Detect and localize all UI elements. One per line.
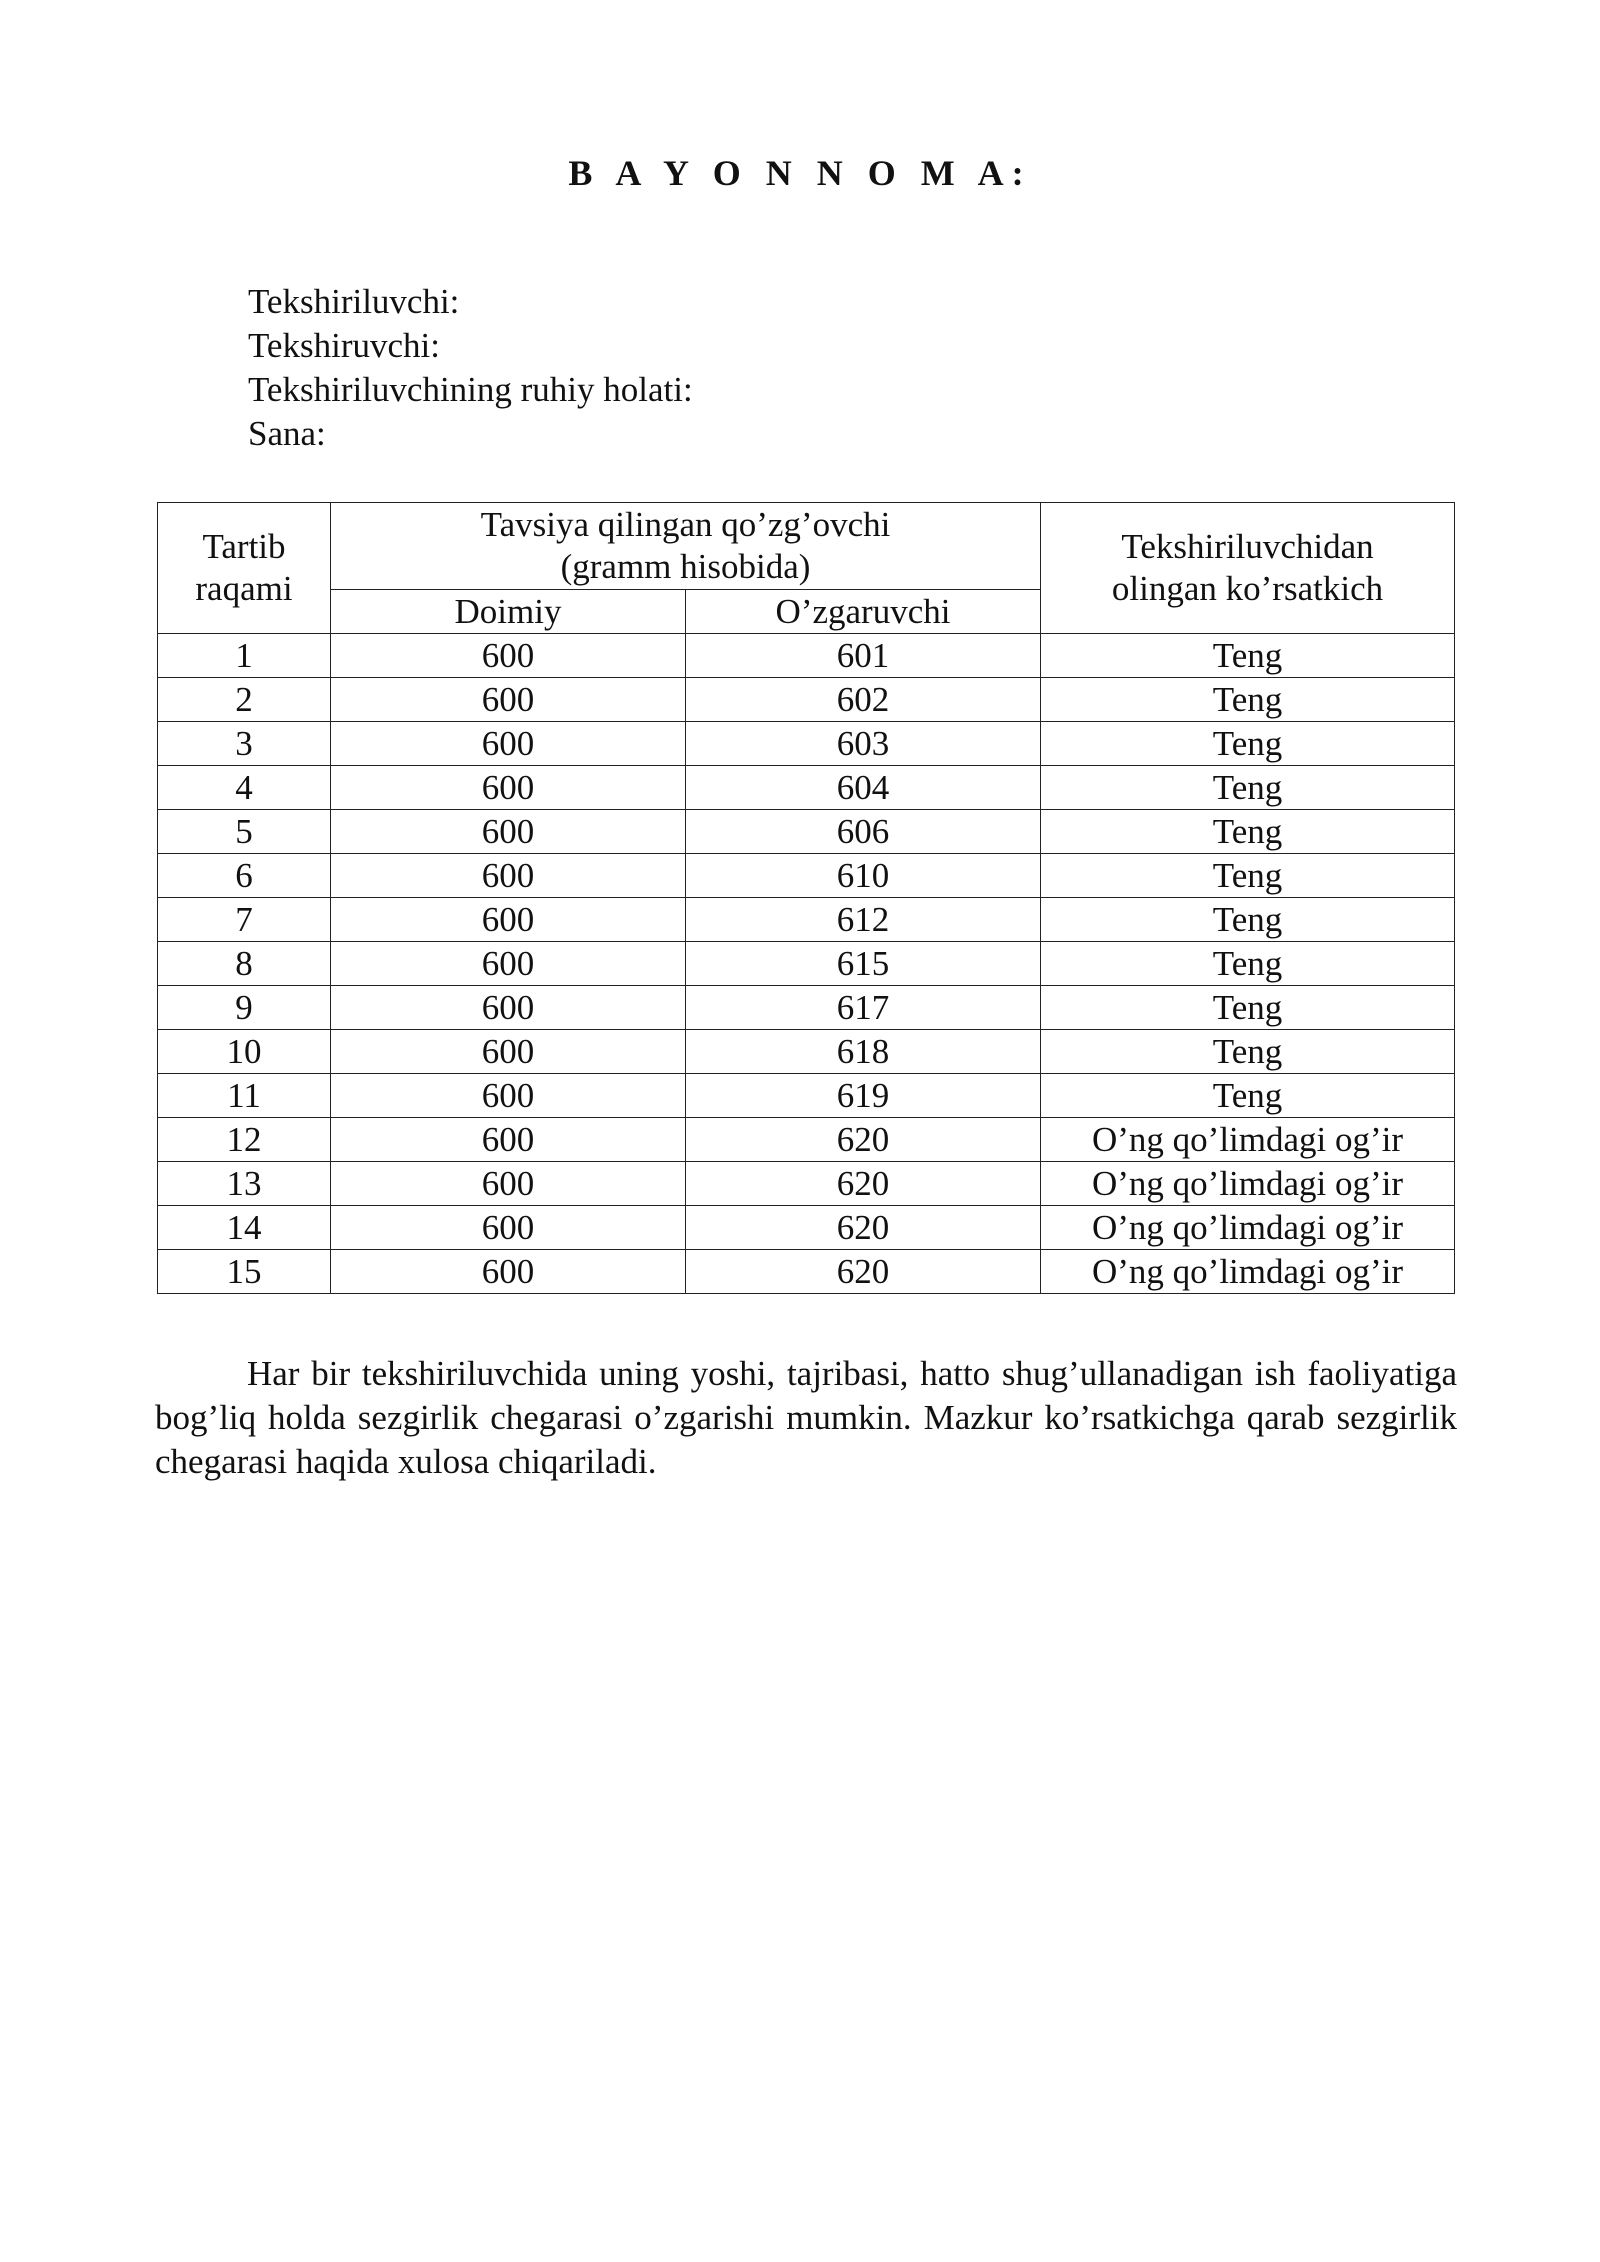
table-row [158,810,1455,854]
cell-result: Teng [1041,1074,1455,1118]
cell-result: Teng [1041,1030,1455,1074]
cell-constant: 600 [331,722,686,766]
document-title: B A Y O N N O M A: [568,153,1032,193]
header-stimulus [331,503,1041,590]
table-header-row [158,503,1455,590]
cell-variable: 603 [686,722,1041,766]
header-order-line1: Tartib [202,527,286,566]
cell-variable: 620 [686,1162,1041,1206]
cell-number: 14 [158,1206,331,1250]
cell-variable: 601 [686,634,1041,678]
header-stimulus-line2: (gramm hisobida) [560,547,811,586]
cell-constant: 600 [331,766,686,810]
cell-result: Teng [1041,854,1455,898]
cell-variable: 604 [686,766,1041,810]
cell-constant: 600 [331,1118,686,1162]
header-result [1041,503,1455,634]
cell-constant: 600 [331,986,686,1030]
cell-number: 13 [158,1162,331,1206]
cell-constant: 600 [331,942,686,986]
cell-variable: 615 [686,942,1041,986]
results-table [157,502,1455,1294]
cell-number: 6 [158,854,331,898]
cell-constant: 600 [331,810,686,854]
cell-number: 5 [158,810,331,854]
cell-variable: 620 [686,1250,1041,1294]
cell-variable: 619 [686,1074,1041,1118]
cell-result: O’ng qo’limdagi og’ir [1041,1162,1455,1206]
cell-variable: 602 [686,678,1041,722]
cell-constant: 600 [331,1206,686,1250]
cell-constant: 600 [331,1250,686,1294]
cell-variable: 610 [686,854,1041,898]
header-stimulus-line1: Tavsiya qilingan qo’zg’ovchi [480,505,891,544]
cell-number: 8 [158,942,331,986]
table-row [158,1030,1455,1074]
cell-constant: 600 [331,678,686,722]
table-row [158,1074,1455,1118]
table-row [158,854,1455,898]
cell-number: 7 [158,898,331,942]
header-result-line1: Tekshiriluvchidan [1121,527,1374,566]
cell-variable: 617 [686,986,1041,1030]
cell-number: 11 [158,1074,331,1118]
cell-result: O’ng qo’limdagi og’ir [1041,1118,1455,1162]
cell-constant: 600 [331,1162,686,1206]
cell-constant: 600 [331,1074,686,1118]
cell-variable: 606 [686,810,1041,854]
table-row [158,1250,1455,1294]
field-date: Sana: [248,414,326,453]
cell-result: Teng [1041,678,1455,722]
field-examinee: Tekshiriluvchi: [248,282,460,321]
header-result-line2: olingan ko’rsatkich [1111,569,1384,608]
cell-number: 15 [158,1250,331,1294]
table-row [158,634,1455,678]
field-examiner: Tekshiruvchi: [248,326,440,365]
cell-result: Teng [1041,634,1455,678]
conclusion-paragraph: Har bir tekshiriluvchida uning yoshi, tajribasi, hatto shug’ullanadigan ish faoliyatiga bog’liq holda sezgirlik chegarasi o’zgarishi mumkin. Mazkur ko’rsatkichga qarab sezgirlik chegarasi haqida xulosa chiqariladi. [155,1354,1457,1481]
cell-constant: 600 [331,854,686,898]
cell-number: 9 [158,986,331,1030]
table-row [158,1118,1455,1162]
cell-result: Teng [1041,986,1455,1030]
table-row [158,898,1455,942]
cell-result: Teng [1041,942,1455,986]
cell-variable: 618 [686,1030,1041,1074]
cell-number: 10 [158,1030,331,1074]
table-row [158,722,1455,766]
header-fields [248,280,693,456]
header-order-line2: raqami [195,569,293,608]
table-row [158,986,1455,1030]
header-order-number [158,503,331,634]
header-variable: O’zgaruvchi [686,590,1041,634]
cell-number: 2 [158,678,331,722]
table-row [158,1162,1455,1206]
cell-number: 4 [158,766,331,810]
cell-variable: 620 [686,1118,1041,1162]
cell-result: O’ng qo’limdagi og’ir [1041,1206,1455,1250]
cell-number: 1 [158,634,331,678]
cell-number: 12 [158,1118,331,1162]
cell-result: Teng [1041,898,1455,942]
cell-constant: 600 [331,1030,686,1074]
cell-constant: 600 [331,634,686,678]
cell-constant: 600 [331,898,686,942]
cell-result: Teng [1041,766,1455,810]
cell-number: 3 [158,722,331,766]
table-row [158,766,1455,810]
table-row [158,942,1455,986]
cell-result: Teng [1041,810,1455,854]
header-constant: Doimiy [331,590,686,634]
field-mental-state: Tekshiriluvchining ruhiy holati: [248,370,693,409]
table-body [158,634,1455,1294]
table-row [158,1206,1455,1250]
table-row [158,678,1455,722]
cell-result: O’ng qo’limdagi og’ir [1041,1250,1455,1294]
cell-variable: 612 [686,898,1041,942]
cell-variable: 620 [686,1206,1041,1250]
cell-result: Teng [1041,722,1455,766]
